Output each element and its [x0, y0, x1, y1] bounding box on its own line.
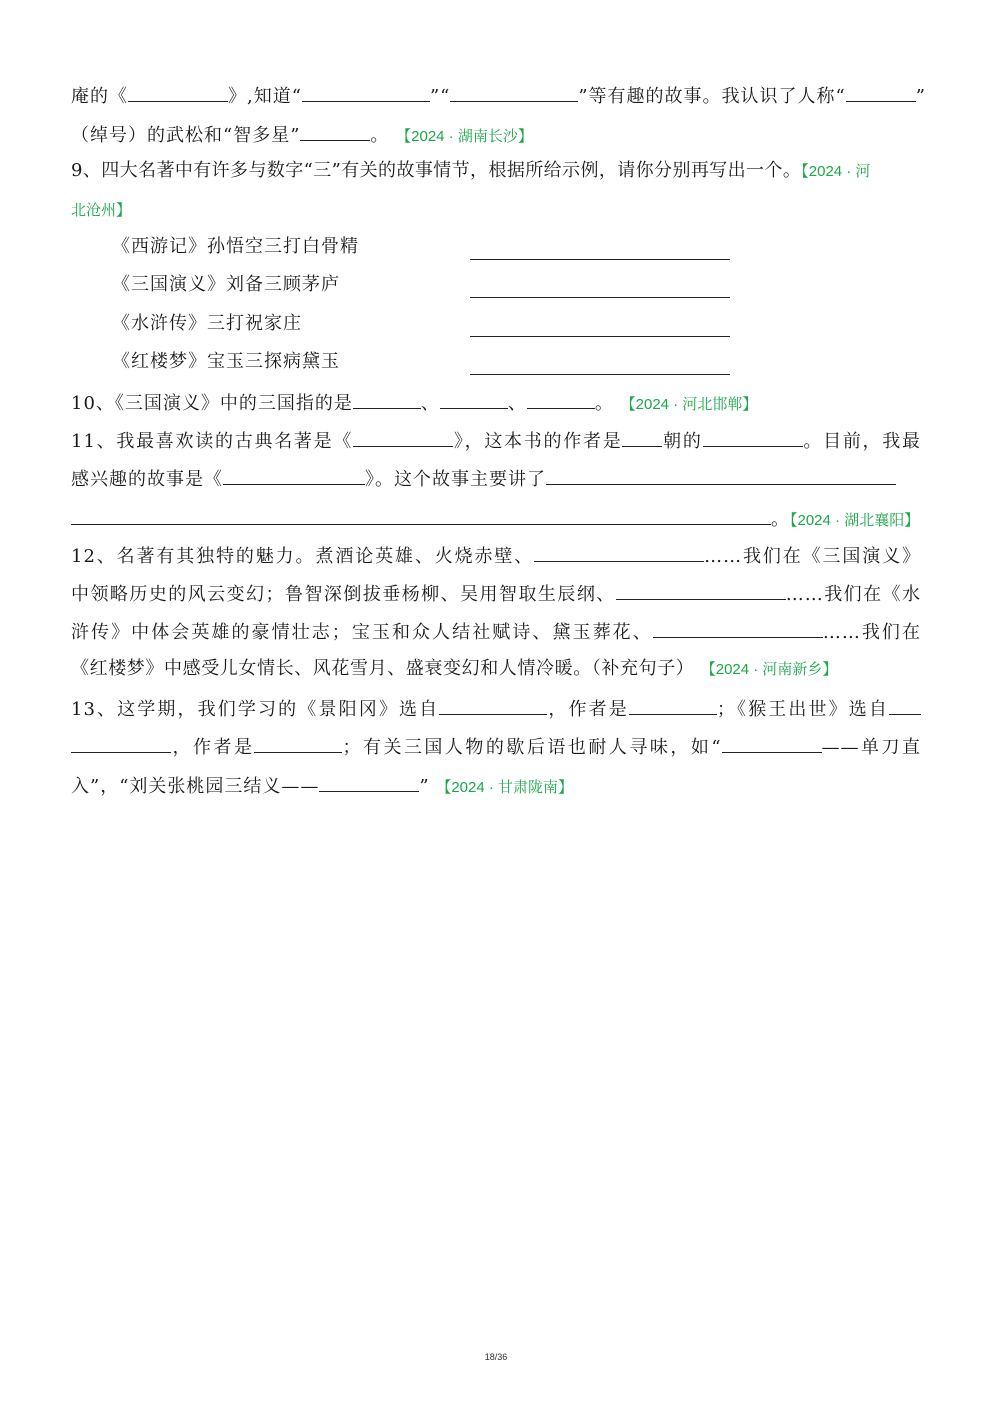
q12-line-4: [71, 654, 921, 684]
q9-example-3: 《水浒传》三打祝家庄: [112, 313, 302, 334]
q9-line-2: [71, 195, 921, 225]
q9-example-4: 《红楼梦》宝玉三探病黛玉: [112, 351, 340, 372]
q13-text-3a: 入”，“刘关张桃园三结义——: [71, 776, 320, 797]
q9-line-1: [71, 156, 921, 186]
q12-line-1: [71, 539, 921, 569]
q8-text-a: 庵的《: [71, 86, 128, 107]
q11-text-g: 。: [771, 509, 790, 530]
q9-source-tag-a: 【2024 · 河: [801, 163, 871, 180]
q11-text-f: 》。这个故事主要讲了: [365, 469, 546, 490]
q11-blank-summary-1[interactable]: [546, 462, 896, 485]
q8-blank-story-2[interactable]: [450, 79, 578, 102]
q11-blank-summary-2[interactable]: [71, 502, 771, 525]
q12-text-2a: 中领略历史的风云变幻；鲁智深倒拔垂杨柳、吴用智取生辰纲、: [71, 584, 616, 605]
q10-sep-1: 、: [420, 393, 440, 414]
q8-text-c: ”“: [429, 86, 451, 107]
q10-line: [71, 386, 921, 416]
q10-text: 10、《三国演义》中的三国指的是: [71, 393, 353, 414]
q12-line-3: [71, 615, 921, 645]
q13-blank-author-1[interactable]: [629, 692, 717, 715]
q12-text-2b: ……我们在《水: [785, 584, 922, 605]
q12-blank-3[interactable]: [653, 615, 823, 638]
q10-end: 。: [594, 393, 614, 414]
q12-text-3a: 浒传》中体会英雄的豪情壮志；宝玉和众人结社赋诗、黛玉葬花、: [71, 622, 653, 643]
q10-source-tag: 【2024 · 河北邯郸】: [620, 396, 758, 413]
q11-blank-author[interactable]: [703, 424, 803, 447]
q10-blank-2[interactable]: [440, 386, 508, 409]
q8-source-tag: 【2024 · 湖南长沙】: [396, 128, 533, 145]
q9-answer-blank-3[interactable]: [470, 335, 730, 337]
q13-blank-author-2[interactable]: [254, 730, 342, 753]
q9-example-1: 《西游记》孙悟空三打白骨精: [112, 236, 359, 257]
q13-text-1a: 13、这学期，我们学习的《景阳冈》选自: [71, 699, 440, 720]
q13-text-1b: ，作者是: [547, 699, 629, 720]
q11-text-a: 11、我最喜欢读的古典名著是《: [71, 431, 354, 452]
q8-text-g: 。: [370, 125, 390, 146]
q10-blank-1[interactable]: [353, 386, 421, 409]
q9-source-tag-b: 北沧州】: [71, 202, 132, 219]
q13-source-tag: 【2024 · 甘肃陇南】: [436, 779, 574, 796]
q8-blank-zhiduoxing[interactable]: [300, 118, 370, 141]
q13-blank-source-1[interactable]: [439, 692, 547, 715]
q8-line-2: [71, 118, 921, 148]
q12-text-1a: 12、名著有其独特的魅力。煮酒论英雄、火烧赤壁、: [71, 546, 535, 567]
q13-blank-xiehouyu-2[interactable]: [319, 769, 419, 792]
q10-blank-3[interactable]: [527, 386, 595, 409]
q13-text-3b: ”: [419, 776, 430, 797]
q11-text-c: 朝的: [662, 431, 703, 452]
q12-line-2: [71, 577, 921, 607]
q11-blank-book[interactable]: [353, 424, 453, 447]
q8-text-f: （绰号）的武松和“智多星”: [71, 125, 301, 146]
q9-answer-blank-4[interactable]: [470, 373, 730, 375]
q13-text-2a: ，作者是: [171, 737, 255, 758]
q9-answer-blank-2[interactable]: [470, 296, 730, 298]
q13-line-2: [71, 730, 921, 760]
q12-text-3b: ……我们在: [822, 622, 921, 643]
q9-text: 9、四大名著中有许多与数字“三”有关的故事情节，根据所给示例，请你分别再写出一个。: [71, 160, 802, 181]
q10-sep-2: 、: [507, 393, 527, 414]
q13-blank-source-2b[interactable]: [71, 730, 171, 753]
q11-line-3: [71, 502, 921, 532]
q12-source-tag: 【2024 · 河南新乡】: [700, 661, 838, 678]
q12-text-1b: ……我们在《三国演义》: [704, 546, 922, 567]
q11-blank-dynasty[interactable]: [622, 424, 662, 447]
q8-line-1: [71, 79, 926, 109]
q11-blank-story[interactable]: [223, 462, 365, 485]
q12-blank-1[interactable]: [534, 539, 704, 562]
page-number: 18/36: [484, 1352, 508, 1362]
q8-blank-nickname[interactable]: [846, 79, 916, 102]
q13-blank-source-2a[interactable]: [889, 692, 921, 715]
q9-example-2: 《三国演义》刘备三顾茅庐: [112, 274, 340, 295]
q12-blank-2[interactable]: [616, 577, 786, 600]
q13-text-2c: ——单刀直: [821, 737, 922, 758]
q11-source-tag: 【2024 · 湖北襄阳】: [790, 512, 920, 529]
q12-text-4: 《红楼梦》中感受儿女情长、风花雪月、盛衰变幻和人情冷暖。（补充句子）: [71, 658, 695, 679]
q11-line-1: [71, 424, 921, 454]
q11-text-b: 》，这本书的作者是: [453, 431, 623, 452]
q13-blank-xiehouyu-1[interactable]: [722, 730, 822, 753]
q8-blank-story-1[interactable]: [302, 79, 430, 102]
q11-line-2: [71, 462, 921, 492]
q8-text-b: 》,知道“: [228, 86, 302, 107]
q13-text-1c: ；《猴王出世》选自: [716, 699, 890, 720]
q11-text-e: 感兴趣的故事是《: [71, 469, 223, 490]
q8-blank-book[interactable]: [128, 79, 228, 102]
q13-line-3: [71, 769, 921, 799]
q8-text-d: ”等有趣的故事。我认识了人称“: [578, 86, 846, 107]
q9-answer-blank-1[interactable]: [470, 258, 730, 260]
q13-text-2b: ；有关三国人物的歇后语也耐人寻味，如“: [342, 737, 722, 758]
q11-text-d: 。目前，我最: [802, 431, 922, 452]
q8-text-e: ”: [915, 86, 926, 107]
q13-line-1: [71, 692, 921, 722]
